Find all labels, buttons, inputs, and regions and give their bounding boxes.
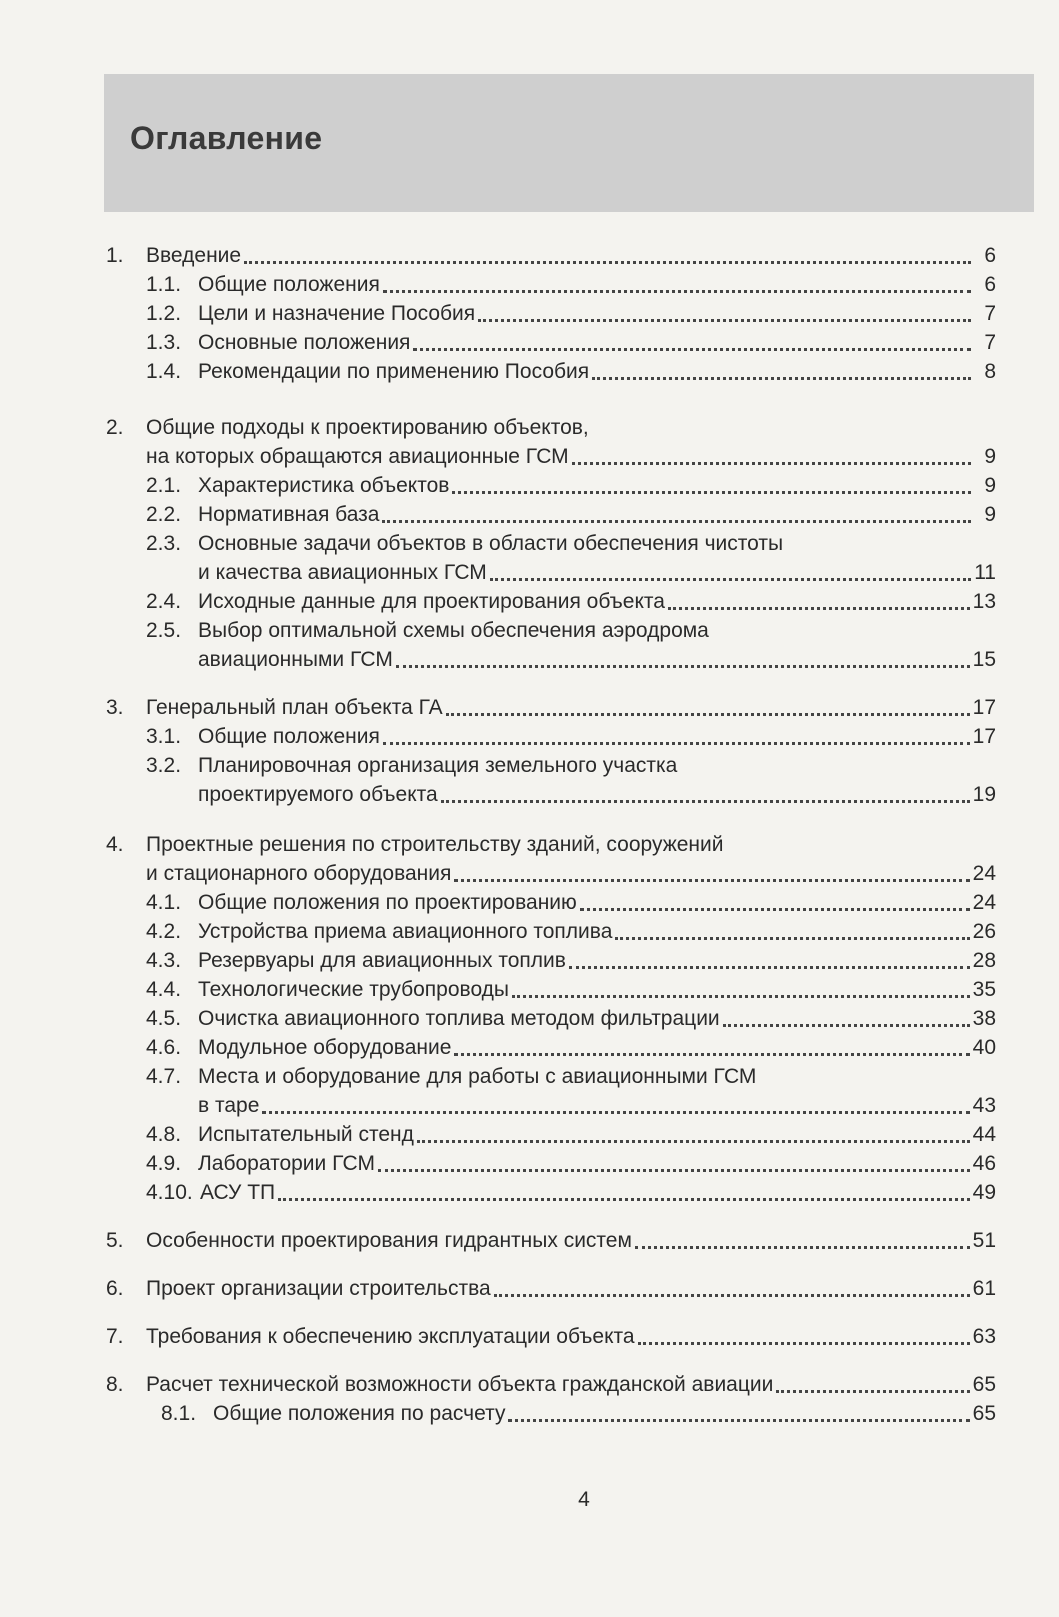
toc-entry	[106, 1367, 996, 1397]
toc-entry-page: 61	[972, 1277, 996, 1300]
toc-entry-title: Общие положения по расчету	[213, 1402, 506, 1425]
toc-entry-page: 26	[972, 920, 996, 943]
toc-entry	[198, 1088, 996, 1118]
toc-entry-page: 43	[972, 1094, 996, 1117]
toc-leader-dots	[262, 1105, 969, 1114]
toc-entry	[161, 1396, 996, 1426]
toc-entry-number: 6.	[106, 1277, 124, 1300]
toc-entry-page: 8	[984, 360, 996, 383]
toc-entry-page: 6	[984, 273, 996, 296]
toc-entry-page: 24	[972, 862, 996, 885]
toc-entry-number: 2.	[106, 416, 124, 439]
toc-entry-title: Лаборатории ГСМ	[198, 1152, 375, 1175]
toc-entry-number: 4.	[106, 833, 124, 856]
toc-entry	[146, 325, 996, 355]
toc-entry-title: Общие положения по проектированию	[198, 891, 577, 914]
toc-leader-dots	[478, 313, 971, 322]
toc-entry-number: 4.7.	[146, 1065, 182, 1088]
toc-entry-number: 8.1.	[161, 1402, 197, 1425]
toc-entry	[146, 584, 996, 614]
toc-entry	[146, 972, 996, 1002]
toc-entry	[106, 1319, 996, 1349]
toc-entry-title: на которых обращаются авиационные ГСМ	[146, 445, 569, 468]
toc-entry-number: 1.	[106, 244, 124, 267]
toc-entry-page: 51	[972, 1229, 996, 1252]
toc-leader-dots	[383, 736, 970, 745]
toc-entry-number: 5.	[106, 1229, 124, 1252]
toc-entry	[146, 885, 996, 915]
toc-entry-page: 24	[972, 891, 996, 914]
toc-entry-page: 28	[972, 949, 996, 972]
toc-entry	[146, 1117, 996, 1147]
toc-entry	[146, 296, 996, 326]
toc-leader-dots	[441, 794, 970, 803]
toc-entry-page: 15	[972, 648, 996, 671]
toc-entry-title: Испытательный стенд	[198, 1123, 414, 1146]
toc-entry-title: Выбор оптимальной схемы обеспечения аэродрома	[198, 619, 709, 642]
toc-entry-title: авиационными ГСМ	[198, 648, 393, 671]
toc-entry	[106, 690, 996, 720]
toc-leader-dots	[580, 902, 970, 911]
toc-entry-number: 3.	[106, 696, 124, 719]
toc-entry	[106, 410, 589, 440]
toc-entry-title: и стационарного оборудования	[146, 862, 452, 885]
toc-entry-number: 1.1.	[146, 273, 182, 296]
toc-entry-page: 9	[984, 474, 996, 497]
toc-entry	[146, 354, 996, 384]
toc-leader-dots	[572, 456, 971, 465]
toc-entry-title: Расчет технической возможности объекта гражданской авиации	[146, 1373, 774, 1396]
toc-entry	[146, 1146, 996, 1176]
toc-leader-dots	[638, 1336, 970, 1345]
toc-leader-dots	[512, 989, 970, 998]
toc-entry-number: 8.	[106, 1373, 124, 1396]
toc-entry-title: Проектные решения по строительству зданий, сооружений	[146, 833, 724, 856]
toc-entry-title: Места и оборудование для работы с авиационными ГСМ	[198, 1065, 757, 1088]
toc-entry-page: 17	[972, 725, 996, 748]
toc-entry-title: Резервуары для авиационных топлив	[198, 949, 566, 972]
toc-entry-number: 4.6.	[146, 1036, 182, 1059]
toc-entry-page: 9	[984, 445, 996, 468]
toc-entry-page: 65	[972, 1373, 996, 1396]
toc-entry	[146, 943, 996, 973]
toc-entry-title: проектируемого объекта	[198, 783, 438, 806]
toc-leader-dots	[278, 1192, 970, 1201]
toc-leader-dots	[446, 707, 970, 716]
toc-entry-number: 2.2.	[146, 503, 182, 526]
toc-entry	[106, 1223, 996, 1253]
toc-entry-title: Общие положения	[198, 725, 380, 748]
toc-entry-number: 1.2.	[146, 302, 182, 325]
toc-entry-title: Рекомендации по применению Пособия	[198, 360, 590, 383]
toc-entry-number: 2.5.	[146, 619, 182, 642]
toc-leader-dots	[396, 659, 970, 668]
toc-entry-page: 13	[972, 590, 996, 613]
toc-entry-title: Исходные данные для проектирования объекта	[198, 590, 665, 613]
toc-leader-dots	[454, 873, 969, 882]
toc-entry-page: 40	[972, 1036, 996, 1059]
toc-entry-page: 46	[972, 1152, 996, 1175]
toc-leader-dots	[569, 960, 970, 969]
toc-entry-title: Особенности проектирования гидрантных систем	[146, 1229, 632, 1252]
toc-entry-title: Нормативная база	[198, 503, 380, 526]
toc-leader-dots	[668, 601, 970, 610]
toc-entry-number: 2.3.	[146, 532, 182, 555]
toc-entry-number: 3.1.	[146, 725, 182, 748]
toc-entry-title: в таре	[198, 1094, 260, 1117]
toc-entry-number: 4.1.	[146, 891, 182, 914]
toc-entry-page: 7	[984, 331, 996, 354]
toc-entry-title: Планировочная организация земельного участка	[198, 754, 678, 777]
toc-entry-title: Характеристика объектов	[198, 474, 450, 497]
page-title: Оглавление	[130, 120, 323, 156]
toc-entry-page: 17	[972, 696, 996, 719]
toc-entry-page: 44	[972, 1123, 996, 1146]
toc-entry-page: 19	[972, 783, 996, 806]
toc-entry-title: АСУ ТП	[200, 1181, 276, 1204]
toc-entry-number: 1.3.	[146, 331, 182, 354]
toc-entry-page: 35	[972, 978, 996, 1001]
toc-leader-dots	[490, 572, 971, 581]
toc-entry-number: 4.2.	[146, 920, 182, 943]
toc-leader-dots	[383, 284, 971, 293]
toc-entry	[106, 238, 996, 268]
toc-entry	[146, 613, 709, 643]
toc-entry	[146, 914, 996, 944]
toc-entry	[146, 856, 996, 886]
toc-entry-title: Требования к обеспечению эксплуатации объекта	[146, 1325, 635, 1348]
toc-leader-dots	[494, 1288, 970, 1297]
toc-entry-title: Технологические трубопроводы	[198, 978, 510, 1001]
toc-entry-title: Цели и назначение Пособия	[198, 302, 476, 325]
toc-entry	[106, 827, 723, 857]
toc-entry-page: 7	[984, 302, 996, 325]
toc-leader-dots	[592, 371, 971, 380]
toc-leader-dots	[635, 1240, 970, 1249]
toc-entry-number: 4.8.	[146, 1123, 182, 1146]
toc-entry-number: 2.4.	[146, 590, 182, 613]
toc-entry	[146, 267, 996, 297]
toc-leader-dots	[615, 931, 969, 940]
toc-entry	[198, 777, 996, 807]
toc-leader-dots	[382, 514, 971, 523]
toc-leader-dots	[723, 1018, 970, 1027]
toc-entry-page: 11	[974, 561, 996, 584]
toc-entry-title: Введение	[146, 244, 242, 267]
toc-entry-number: 4.9.	[146, 1152, 182, 1175]
toc-entry-title: Общие положения	[198, 273, 380, 296]
toc-entry-title: и качества авиационных ГСМ	[198, 561, 487, 584]
toc-entry	[198, 555, 996, 585]
toc-leader-dots	[776, 1384, 969, 1393]
toc-entry-page: 9	[984, 503, 996, 526]
toc-entry-title: Устройства приема авиационного топлива	[198, 920, 613, 943]
toc-entry	[146, 497, 996, 527]
toc-entry	[146, 748, 677, 778]
toc-entry	[146, 526, 783, 556]
toc-entry-title: Основные задачи объектов в области обеспечения чистоты	[198, 532, 784, 555]
toc-entry	[146, 1175, 996, 1205]
toc-entry	[146, 1030, 996, 1060]
toc-entry	[146, 1001, 996, 1031]
toc-entry-number: 4.10.	[146, 1181, 193, 1204]
toc-entry-title: Проект организации строительства	[146, 1277, 491, 1300]
toc-entry-number: 4.3.	[146, 949, 182, 972]
toc-entry-title: Очистка авиационного топлива методом фильтрации	[198, 1007, 720, 1030]
toc-leader-dots	[454, 1047, 969, 1056]
toc-entry-page: 38	[972, 1007, 996, 1030]
toc-entry-number: 3.2.	[146, 754, 182, 777]
toc-leader-dots	[244, 255, 971, 264]
toc-entry-page: 6	[984, 244, 996, 267]
toc-entry-page: 63	[972, 1325, 996, 1348]
toc-leader-dots	[378, 1163, 970, 1172]
toc-entry-title: Общие подходы к проектированию объектов,	[146, 416, 589, 439]
toc-entry-page: 49	[972, 1181, 996, 1204]
page-number: 4	[578, 1488, 590, 1511]
toc-entry-page: 65	[972, 1402, 996, 1425]
toc-entry	[146, 719, 996, 749]
toc-entry	[146, 439, 996, 469]
toc-leader-dots	[417, 1134, 970, 1143]
toc-entry	[146, 1059, 756, 1089]
toc-entry-number: 4.5.	[146, 1007, 182, 1030]
toc-leader-dots	[508, 1413, 969, 1422]
toc-leader-dots	[413, 342, 971, 351]
toc-leader-dots	[452, 485, 971, 494]
toc-entry	[106, 1271, 996, 1301]
toc-entry-title: Модульное оборудование	[198, 1036, 452, 1059]
toc-entry-number: 1.4.	[146, 360, 182, 383]
toc-entry-title: Генеральный план объекта ГА	[146, 696, 443, 719]
toc-entry-number: 7.	[106, 1325, 124, 1348]
toc-entry	[198, 642, 996, 672]
toc-entry	[146, 468, 996, 498]
toc-entry-number: 4.4.	[146, 978, 182, 1001]
toc-entry-title: Основные положения	[198, 331, 411, 354]
toc-entry-number: 2.1.	[146, 474, 182, 497]
